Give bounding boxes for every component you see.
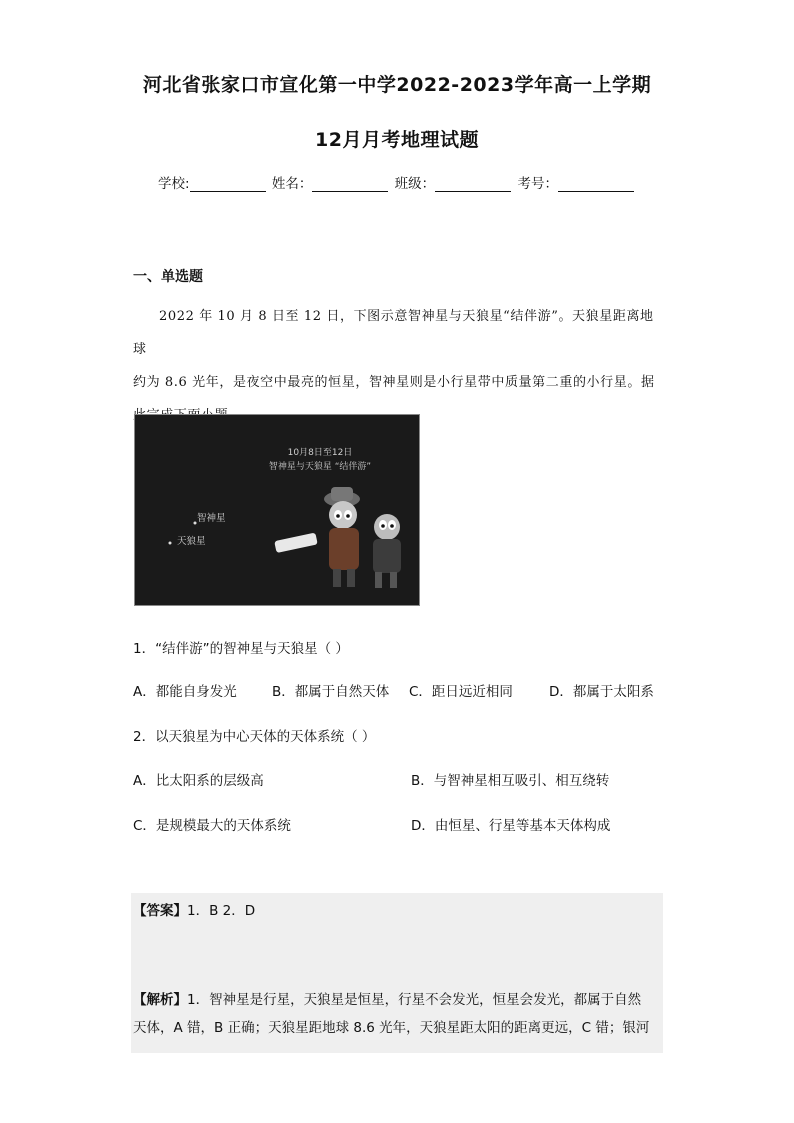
answer-text: 1．B 2．D (187, 903, 256, 919)
class-blank[interactable] (435, 177, 511, 192)
analysis-label: 【解析】 (133, 992, 187, 1008)
passage-line: 2022 年 10 月 8 日至 12 日，下图示意智神星与天狼星“结伴游”。天狼星距离地球 (133, 309, 654, 357)
number-label: 考号： (517, 176, 558, 192)
number-blank[interactable] (558, 177, 634, 192)
cartoon-figures-illustration (135, 415, 419, 605)
student-info-row (0, 172, 794, 192)
name-blank[interactable] (312, 177, 388, 192)
question-1-option-c[interactable]: C．距日远近相同 (409, 684, 513, 700)
question-2-option-c[interactable]: C．是规模最大的天体系统 (133, 818, 291, 834)
title-line-1: 河北省张家口市宣化第一中学2022-2023学年高一上学期 (142, 74, 652, 96)
class-label: 班级： (394, 176, 436, 192)
section-title: 一、单选题 (133, 269, 203, 285)
school-label: 学校: (158, 176, 190, 192)
answer-line (133, 897, 663, 925)
figure-caption-1: 10月8日至12日 (287, 448, 353, 458)
passage-line: 约为 8.6 光年，是夜空中最亮的恒星，智神星则是小行星带中质量第二重的小行星。据 (133, 375, 655, 390)
question-2-option-a[interactable]: A．比太阳系的层级高 (133, 773, 264, 789)
analysis-line-1: 1．智神星是行星，天狼星是恒星，行星不会发光，恒星会发光，都属于自然 (187, 992, 642, 1008)
question-2-option-d[interactable]: D．由恒星、行星等基本天体构成 (411, 818, 611, 834)
school-blank[interactable] (190, 177, 266, 192)
label-pallas: 智神星 (197, 513, 226, 524)
question-2-option-b[interactable]: B．与智神星相互吸引、相互绕转 (411, 773, 610, 789)
figure-image (134, 414, 420, 606)
question-1-option-d[interactable]: D．都属于太阳系 (549, 684, 654, 700)
answer-label: 【答案】 (133, 903, 187, 919)
question-1-stem: 1．“结伴游”的智神星与天狼星（ ） (133, 641, 349, 657)
label-sirius: 天狼星 (177, 536, 206, 547)
question-1-option-a[interactable]: A．都能自身发光 (133, 684, 237, 700)
name-label: 姓名： (271, 176, 313, 192)
question-1-option-b[interactable]: B．都属于自然天体 (272, 684, 390, 700)
analysis-line-2: 天体，A 错，B 正确；天狼星距地球 8.6 光年，天狼星距太阳的距离更远，C 错；银河 (133, 1020, 650, 1036)
question-2-stem: 2．以天狼星为中心天体的天体系统（ ） (133, 729, 376, 745)
figure-caption-2: 智神星与天狼星 “结伴游” (268, 462, 372, 472)
title-line-2: 12月月考地理试题 (315, 129, 479, 151)
analysis-block (133, 986, 663, 1042)
passage (133, 300, 661, 432)
